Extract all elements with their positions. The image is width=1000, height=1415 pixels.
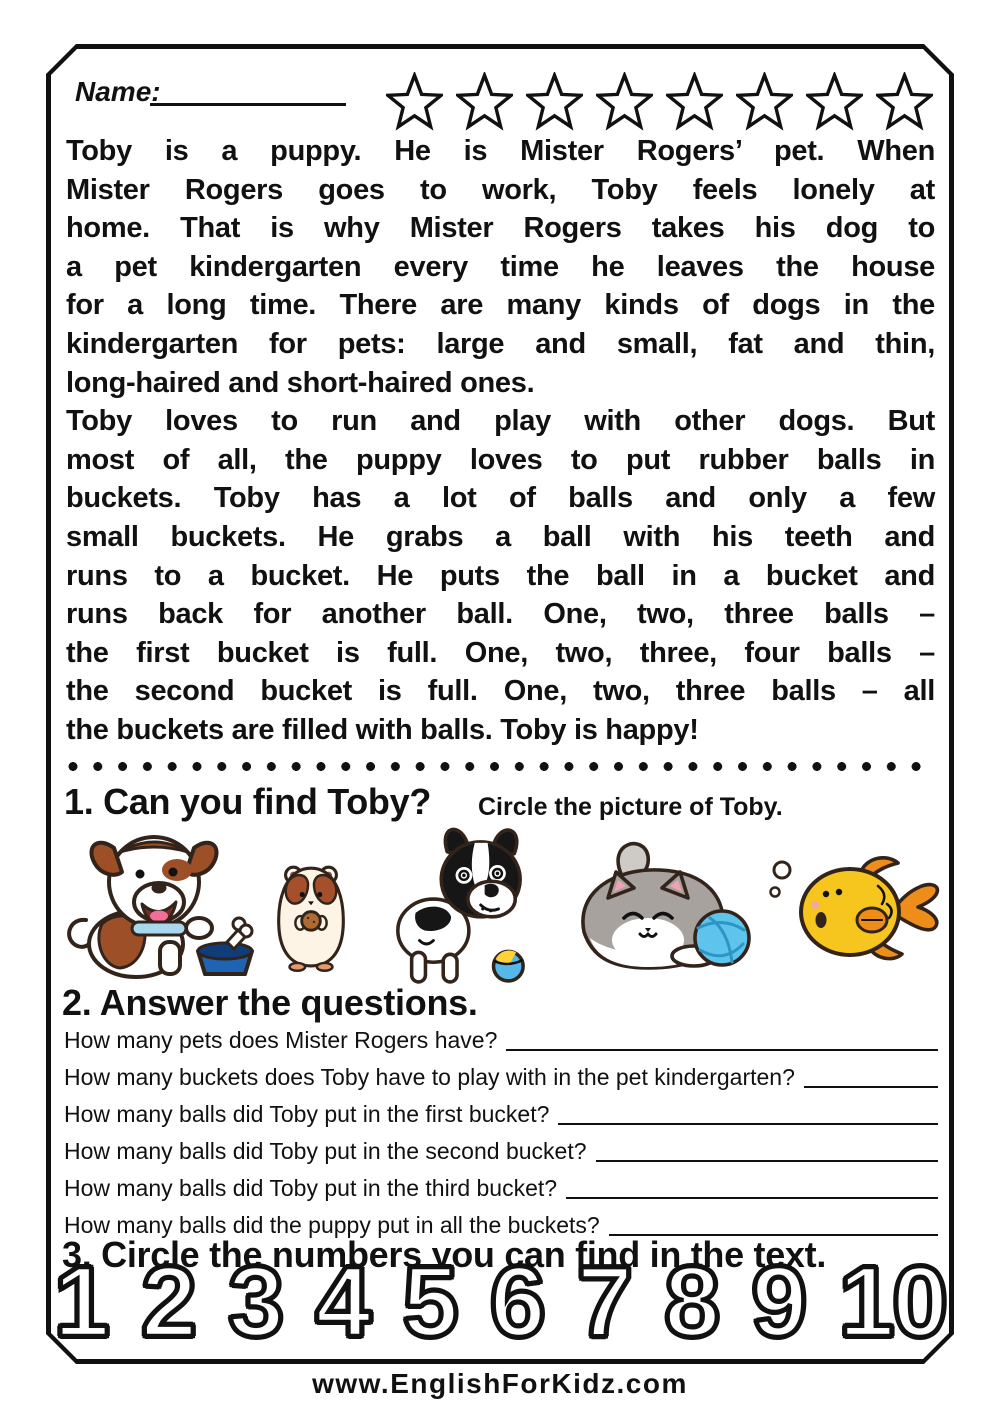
answer-line[interactable]: [596, 1160, 939, 1162]
circle-number-6[interactable]: 6: [489, 1246, 544, 1358]
star-icon[interactable]: [526, 72, 583, 132]
answer-line[interactable]: [566, 1197, 938, 1199]
question-text: How many buckets does Toby have to play with in the pet kindergarten?: [64, 1064, 795, 1090]
circle-number-10[interactable]: 10: [838, 1246, 946, 1358]
name-label: Name:: [75, 76, 161, 107]
pet-cat-image[interactable]: [548, 834, 753, 982]
star-icon[interactable]: [386, 72, 443, 132]
story-line: long-haired and short-haired ones.: [66, 366, 535, 399]
story-line: a pet kindergarten every time he leaves the house: [66, 250, 935, 283]
story-line: the second bucket is full. One, two, three balls – all: [66, 675, 935, 708]
story-line: kindergarten for pets: large and small, fat and thin,: [66, 327, 935, 360]
circle-number-8[interactable]: 8: [664, 1246, 718, 1358]
story-line: small buckets. He grabs a ball with his teeth and: [66, 520, 935, 553]
story-text: [66, 132, 935, 750]
answer-line[interactable]: [506, 1049, 938, 1051]
question-row: [64, 1059, 938, 1093]
pet-hamster-image[interactable]: [268, 862, 354, 974]
star-icon[interactable]: [806, 72, 863, 132]
circle-number-7[interactable]: 7: [577, 1246, 631, 1358]
story-line: Toby is a puppy. He is Mister Rogers’ pet. When: [66, 135, 935, 167]
star-icon[interactable]: [876, 72, 933, 132]
question-text: How many pets does Mister Rogers have?: [64, 1027, 498, 1053]
name-input-line[interactable]: [150, 76, 346, 106]
section1-instruction: Circle the picture of Toby.: [478, 793, 783, 821]
question-text: How many balls did Toby put in the second bucket?: [64, 1138, 587, 1164]
pet-fish-image[interactable]: [766, 850, 941, 970]
question-row: [64, 1096, 938, 1130]
story-line: for a long time. There are many kinds of dogs in the: [66, 289, 935, 322]
story-line: buckets. Toby has a lot of balls and only a few: [66, 482, 935, 515]
circle-number-3[interactable]: 3: [228, 1246, 282, 1358]
question-row: [64, 1022, 938, 1056]
story-line: runs back for another ball. One, two, three balls –: [66, 598, 935, 631]
question-text: How many balls did the puppy put in all the buckets?: [64, 1212, 600, 1238]
pet-bulldog-image[interactable]: [386, 822, 532, 988]
circle-number-1[interactable]: 1: [54, 1246, 108, 1358]
story-line: runs to a bucket. He puts the ball in a bucket and: [66, 559, 935, 592]
question-text: How many balls did Toby put in the third bucket?: [64, 1175, 558, 1201]
star-icon[interactable]: [596, 72, 653, 132]
rating-stars-row: [386, 72, 933, 132]
dotted-divider: [66, 760, 936, 773]
story-line: home. That is why Mister Rogers takes his dog to: [66, 212, 935, 245]
story-line: the buckets are filled with balls. Toby is happy!: [66, 713, 699, 746]
circle-number-4[interactable]: 4: [315, 1246, 370, 1358]
pet-puppy-image[interactable]: [56, 824, 256, 984]
circle-number-2[interactable]: 2: [141, 1246, 195, 1358]
question-text: How many balls did Toby put in the first bucket?: [64, 1101, 550, 1127]
answer-line[interactable]: [558, 1123, 938, 1125]
section2-title: 2. Answer the questions.: [62, 982, 478, 1023]
story-line: most of all, the puppy loves to put rubber balls in: [66, 443, 935, 476]
answer-line[interactable]: [804, 1086, 938, 1088]
story-line: the first bucket is full. One, two, three, four balls –: [66, 636, 935, 669]
story-line: Mister Rogers goes to work, Toby feels lonely at: [66, 173, 935, 206]
circle-number-5[interactable]: 5: [402, 1246, 457, 1358]
question-row: [64, 1133, 938, 1167]
circle-number-9[interactable]: 9: [751, 1246, 806, 1358]
star-icon[interactable]: [736, 72, 793, 132]
question-row: [64, 1170, 938, 1204]
section1-title: 1. Can you find Toby?: [64, 781, 432, 822]
story-line: Toby loves to run and play with other dogs. But: [66, 405, 935, 438]
star-icon[interactable]: [666, 72, 723, 132]
section3-title: 3. Circle the numbers you can find in the text.: [62, 1234, 827, 1275]
star-icon[interactable]: [456, 72, 513, 132]
website-footer: www.EnglishForKidz.com: [312, 1368, 688, 1399]
